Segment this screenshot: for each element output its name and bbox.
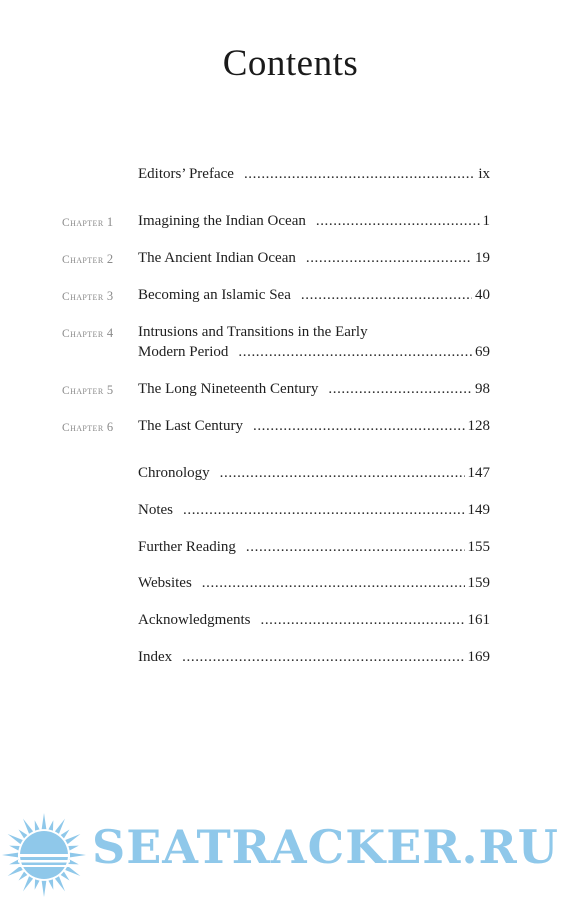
entry-title: The Ancient Indian Ocean [138,250,296,266]
entry-title: Further Reading [138,539,236,555]
entry-page: 40 [475,287,490,303]
entry-title: Websites [138,575,192,591]
leader-dots [220,463,465,483]
entry-title: Notes [138,502,173,518]
sun-burst-icon [0,808,90,898]
leader-dots [182,647,464,667]
entry-page: 161 [467,612,490,628]
entry-page: 98 [475,381,490,397]
chapter-label: Chapter 2 [62,252,114,266]
leader-dots [202,573,465,593]
entry-page: 155 [467,539,490,555]
entry-title: Editors’ Preface [138,166,234,182]
chapter-label: Chapter 3 [62,289,114,303]
leader-dots [306,248,472,268]
entry-title: Becoming an Islamic Sea [138,287,291,303]
chapter-label: Chapter 6 [62,420,114,434]
entry-page: 19 [475,250,490,266]
entry-page: 128 [467,418,490,434]
leader-dots [316,211,480,231]
entry-title: Imagining the Indian Ocean [138,213,306,229]
leader-dots [301,285,472,305]
entry-page: 169 [467,649,490,665]
leader-dots [244,164,475,184]
leader-dots [253,416,465,436]
entry-title: The Last Century [138,418,243,434]
entry-page: 149 [467,502,490,518]
chapter-label: Chapter 5 [62,383,114,397]
entry-title: Chronology [138,465,210,481]
leader-dots [238,342,472,362]
watermark-text: SEATRACKER.RU [92,820,559,874]
leader-dots [183,500,465,520]
entry-title: The Long Nineteenth Century [138,381,319,397]
leader-dots [328,379,472,399]
entry-title: Index [138,649,173,665]
entry-title-line-1: Intrusions and Transitions in the Early [138,324,368,340]
entry-title: Acknowledgments [138,612,251,628]
entry-page: 69 [475,344,490,360]
entry-page: 159 [467,575,490,591]
entry-page: 1 [482,213,490,229]
leader-dots [246,537,465,557]
chapter-label: Chapter 1 [62,215,114,229]
page-title: Contents [222,43,359,84]
entry-title-line-2: Modern Period [138,344,229,360]
leader-dots [260,610,464,630]
entry-page: ix [478,166,490,182]
chapter-label: Chapter 4 [62,326,114,340]
entry-page: 147 [467,465,490,481]
